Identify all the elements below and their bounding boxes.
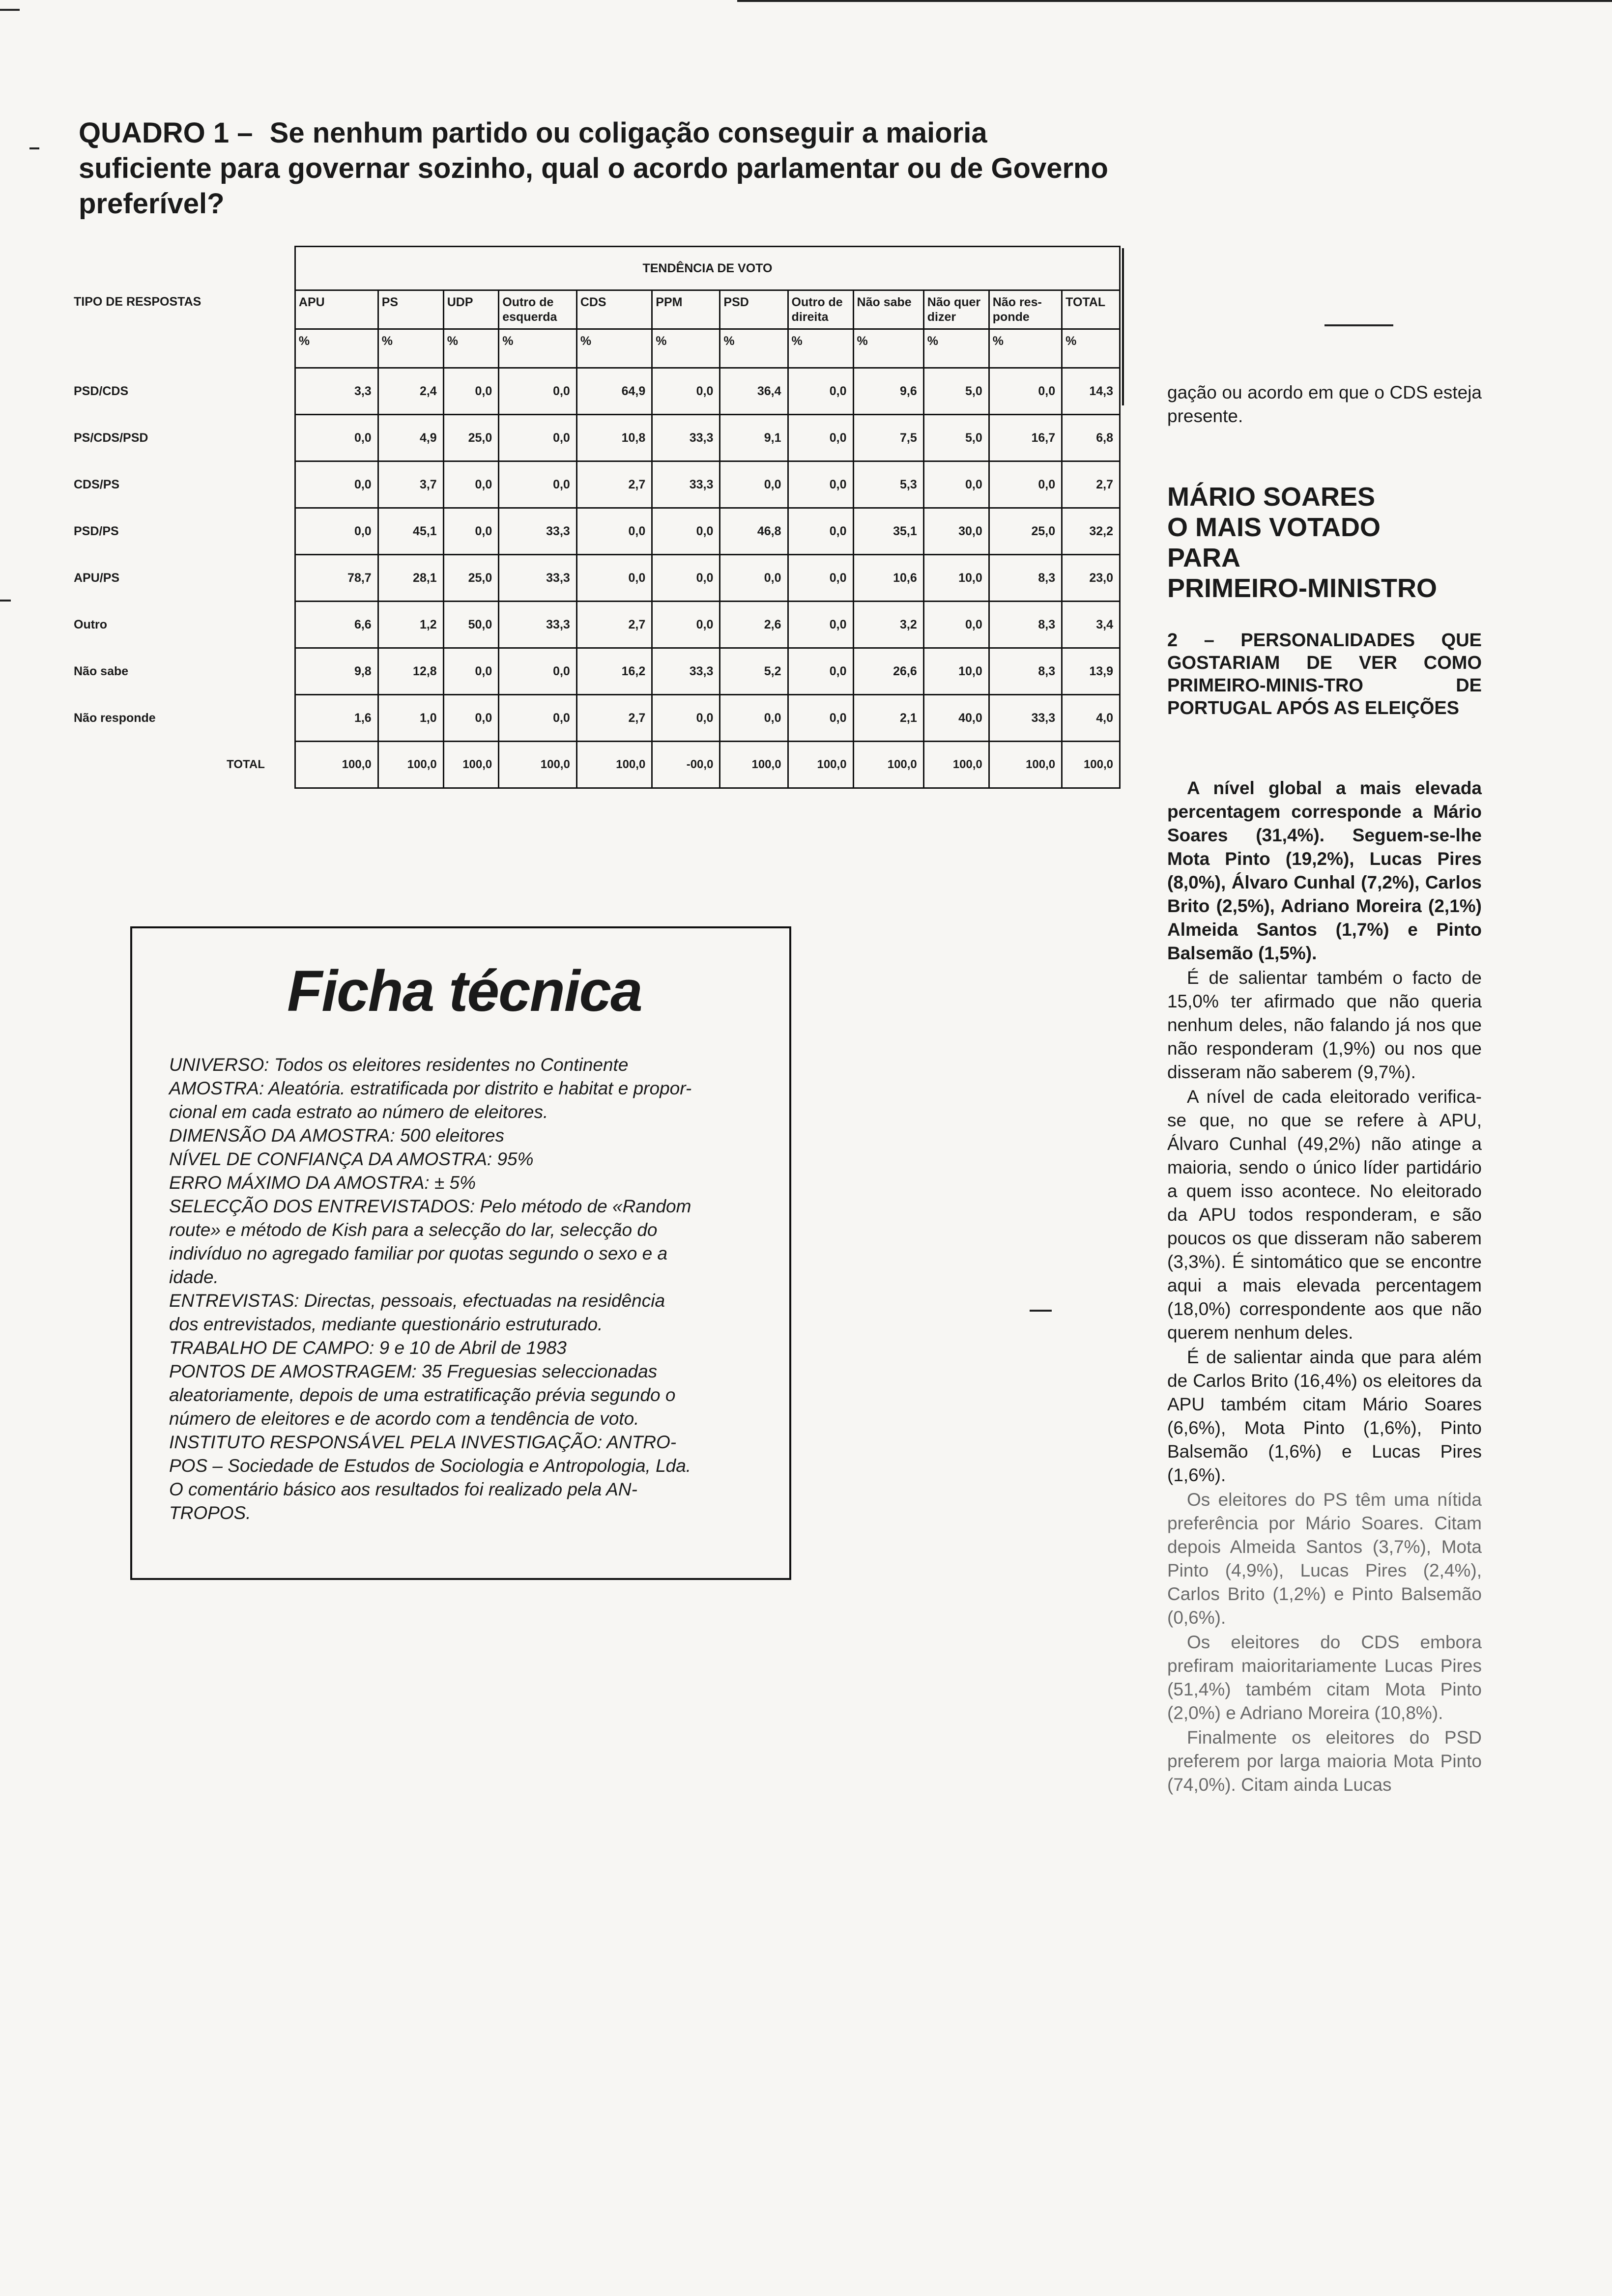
table-cell: 100,0	[576, 742, 652, 788]
table-cell: 26,6	[853, 648, 923, 695]
column-header: TOTAL	[1062, 290, 1120, 329]
column-unit: %	[652, 329, 720, 368]
ficha-line: número de eleitores e de acordo com a tendência de voto.	[169, 1408, 639, 1429]
quadro-label: QUADRO 1 –	[79, 117, 253, 149]
table-cell: 2,7	[576, 695, 652, 742]
ficha-line: idade.	[169, 1267, 219, 1287]
table-cell: 33,3	[989, 695, 1062, 742]
table-cell: 0,0	[720, 555, 788, 602]
ficha-line: TRABALHO DE CAMPO: 9 e 10 de Abril de 1983	[169, 1338, 567, 1358]
table-cell: 10,0	[923, 555, 989, 602]
row-header: TIPO DE RESPOSTAS	[74, 294, 202, 309]
column-header: Outro de esquerda	[499, 290, 577, 329]
table-cell: 100,0	[295, 742, 378, 788]
ficha-line: NÍVEL DE CONFIANÇA DA AMOSTRA: 95%	[169, 1149, 534, 1169]
table-cell: 0,0	[788, 602, 853, 648]
table-cell: 2,7	[1062, 461, 1120, 508]
margin-dash	[0, 600, 11, 602]
table-cell: 0,0	[499, 415, 577, 461]
table-cell: 0,0	[576, 508, 652, 555]
row-label: PS/CDS/PSD	[74, 430, 148, 445]
table-cell: 0,0	[576, 555, 652, 602]
table-cell: 0,0	[923, 461, 989, 508]
table-cell: 0,0	[788, 695, 853, 742]
table-cell: 3,4	[1062, 602, 1120, 648]
column-unit: %	[443, 329, 499, 368]
table-cell: 0,0	[989, 368, 1062, 415]
table-cell: 33,3	[499, 602, 577, 648]
table-cell: 0,0	[443, 508, 499, 555]
table-cell: 25,0	[989, 508, 1062, 555]
row-label: TOTAL	[227, 758, 265, 771]
ficha-line: DIMENSÃO DA AMOSTRA: 500 eleitores	[169, 1125, 504, 1146]
table-cell: 1,6	[295, 695, 378, 742]
table-row	[69, 415, 1120, 461]
table-cell: 2,7	[576, 602, 652, 648]
table-cell: 25,0	[443, 555, 499, 602]
table-cell: 100,0	[853, 742, 923, 788]
table-row	[69, 602, 1120, 648]
table-cell: 9,1	[720, 415, 788, 461]
table-cell: 7,5	[853, 415, 923, 461]
article-paragraph: Finalmente os eleitores do PSD preferem por larga maioria Mota Pinto (74,0%). Citam ainda Lucas	[1167, 1727, 1482, 1795]
table-cell: 0,0	[989, 461, 1062, 508]
table-cell: 100,0	[989, 742, 1062, 788]
table-cell: 0,0	[499, 648, 577, 695]
table-cell: 6,6	[295, 602, 378, 648]
table-cell: 0,0	[788, 461, 853, 508]
table-cell: 0,0	[499, 695, 577, 742]
table-row	[69, 368, 1120, 415]
table-cell: -00,0	[652, 742, 720, 788]
table-cell: 28,1	[378, 555, 443, 602]
table-cell: 2,4	[378, 368, 443, 415]
column-unit: %	[499, 329, 577, 368]
ficha-tecnica-box	[130, 926, 791, 1580]
table-cell: 0,0	[720, 695, 788, 742]
margin-dash	[1030, 1310, 1052, 1312]
ficha-line: POS – Sociedade de Estudos de Sociologia e Antropologia, Lda.	[169, 1456, 691, 1476]
column-unit: %	[720, 329, 788, 368]
row-label: Não responde	[74, 711, 156, 725]
section-subheading: 2 – PERSONALIDADES QUE GOSTARIAM DE VER COMO PRIMEIRO-MINIS-TRO DE PORTUGAL APÓS AS ELEIÇÕES	[1167, 630, 1482, 718]
table-cell: 6,8	[1062, 415, 1120, 461]
table-cell: 0,0	[652, 508, 720, 555]
table-cell: 1,2	[378, 602, 443, 648]
row-label: PSD/PS	[74, 524, 119, 538]
table-cell: 10,0	[923, 648, 989, 695]
table-cell: 8,3	[989, 648, 1062, 695]
ficha-text	[169, 1053, 760, 1525]
table-cell: 3,2	[853, 602, 923, 648]
column-header: Não res-ponde	[989, 290, 1062, 329]
ficha-line: indivíduo no agregado familiar por quotas segundo o sexo e a	[169, 1243, 668, 1263]
table-cell: 100,0	[499, 742, 577, 788]
table-cell: 0,0	[443, 648, 499, 695]
table-cell: 100,0	[788, 742, 853, 788]
table-cell: 0,0	[443, 461, 499, 508]
column-header: PPM	[652, 290, 720, 329]
table-cell: 14,3	[1062, 368, 1120, 415]
article-paragraph: É de salientar ainda que para além de Carlos Brito (16,4%) os eleitores da APU também citam Mário Soares (6,6%), Mota Pinto (1,6%), Pinto Balsemão (1,6%) e Lucas Pires (1,6%).	[1167, 1347, 1482, 1485]
article-body	[1167, 776, 1482, 1798]
table-cell: 5,0	[923, 415, 989, 461]
table-cell: 50,0	[443, 602, 499, 648]
table-row	[69, 555, 1120, 602]
ficha-line: aleatoriamente, depois de uma estratificação prévia segundo o	[169, 1385, 676, 1405]
table-cell: 3,3	[295, 368, 378, 415]
table-cell: 0,0	[443, 695, 499, 742]
table-cell: 40,0	[923, 695, 989, 742]
article-paragraph: É de salientar também o facto de 15,0% ter afirmado que não queria nenhum deles, não falando já nos que não responderam (1,9%) ou nos que disseram não saberem (9,7%).	[1167, 968, 1482, 1082]
table-cell: 8,3	[989, 602, 1062, 648]
table-cell: 10,8	[576, 415, 652, 461]
table-cell: 0,0	[652, 555, 720, 602]
table-cell: 0,0	[788, 648, 853, 695]
ficha-line: TROPOS.	[169, 1503, 251, 1523]
table-cell: 0,0	[788, 508, 853, 555]
table-row	[69, 695, 1120, 742]
table-cell: 33,3	[652, 648, 720, 695]
corner-rule	[0, 9, 20, 11]
column-header: Não sabe	[853, 290, 923, 329]
top-rule	[737, 0, 1612, 2]
table-cell: 4,9	[378, 415, 443, 461]
row-label: Não sabe	[74, 664, 129, 678]
column-header: Não quer dizer	[923, 290, 989, 329]
table-cell: 3,7	[378, 461, 443, 508]
table-cell: 0,0	[788, 555, 853, 602]
ficha-line: route» e método de Kish para a selecção do lar, selecção do	[169, 1220, 658, 1240]
table-cell: 33,3	[499, 555, 577, 602]
table-row	[69, 461, 1120, 508]
ficha-line: ERRO MÁXIMO DA AMOSTRA: ± 5%	[169, 1173, 476, 1193]
ficha-line: UNIVERSO: Todos os eleitores residentes no Continente	[169, 1055, 629, 1075]
table-cell: 100,0	[443, 742, 499, 788]
column-rule	[1122, 248, 1124, 405]
row-label: Outro	[74, 617, 108, 631]
tendency-header: TENDÊNCIA DE VOTO	[295, 247, 1120, 290]
row-label: PSD/CDS	[74, 384, 129, 398]
table-cell: 0,0	[499, 368, 577, 415]
quadro-question: Se nenhum partido ou coligação conseguir a maioria suficiente para governar sozinho, qual o acordo parlamentar ou de Governo preferível?	[79, 117, 1108, 220]
table-cell: 1,0	[378, 695, 443, 742]
table-cell: 46,8	[720, 508, 788, 555]
table-cell: 10,6	[853, 555, 923, 602]
table-cell: 45,1	[378, 508, 443, 555]
table-cell: 100,0	[923, 742, 989, 788]
table-cell: 2,1	[853, 695, 923, 742]
table-cell: 0,0	[295, 508, 378, 555]
table-cell: 0,0	[295, 415, 378, 461]
column-unit: %	[1062, 329, 1120, 368]
margin-dash	[1324, 324, 1393, 326]
column-unit: %	[788, 329, 853, 368]
ficha-line: cional em cada estrato ao número de eleitores.	[169, 1102, 548, 1122]
table-cell: 78,7	[295, 555, 378, 602]
table-cell: 64,9	[576, 368, 652, 415]
column-header: Outro de direita	[788, 290, 853, 329]
table-cell: 9,8	[295, 648, 378, 695]
table-cell: 36,4	[720, 368, 788, 415]
column-unit: %	[923, 329, 989, 368]
table-row	[69, 648, 1120, 695]
ficha-line: AMOSTRA: Aleatória. estratificada por distrito e habitat e propor-	[169, 1078, 692, 1098]
table-cell: 0,0	[720, 461, 788, 508]
ficha-line: INSTITUTO RESPONSÁVEL PELA INVESTIGAÇÃO: ANTRO-	[169, 1432, 677, 1452]
table-cell: 0,0	[443, 368, 499, 415]
table-cell: 25,0	[443, 415, 499, 461]
article-paragraph: A nível global a mais elevada percentagem corresponde a Mário Soares (31,4%). Seguem-se-lhe Mota Pinto (19,2%), Lucas Pires (8,0%), Álvaro Cunhal (7,2%), Carlos Brito (2,5%), Adriano Moreira (2,1%) Almeida Santos (1,7%) e Pinto Balsemão (1,5%).	[1167, 778, 1482, 963]
column-header: UDP	[443, 290, 499, 329]
table-cell: 100,0	[720, 742, 788, 788]
quadro-title	[79, 115, 1111, 222]
column-unit: %	[378, 329, 443, 368]
ficha-title: Ficha técnica	[287, 959, 642, 1024]
ficha-line: O comentário básico aos resultados foi realizado pela AN-	[169, 1479, 637, 1499]
ficha-line: PONTOS DE AMOSTRAGEM: 35 Freguesias seleccionadas	[169, 1361, 658, 1381]
table-cell: 33,3	[652, 461, 720, 508]
table-cell: 5,0	[923, 368, 989, 415]
column-header: APU	[295, 290, 378, 329]
table-cell: 0,0	[923, 602, 989, 648]
table-cell: 30,0	[923, 508, 989, 555]
table-cell: 16,7	[989, 415, 1062, 461]
ficha-line: ENTREVISTAS: Directas, pessoais, efectuadas na residência	[169, 1291, 665, 1311]
table-cell: 0,0	[788, 415, 853, 461]
table-cell: 5,3	[853, 461, 923, 508]
article-paragraph: Os eleitores do CDS embora prefiram maioritariamente Lucas Pires (51,4%) também citam Mota Pinto (2,0%) e Adriano Moreira (10,8%).	[1167, 1632, 1482, 1723]
table-cell: 13,9	[1062, 648, 1120, 695]
article-paragraph: Os eleitores do PS têm uma nítida preferência por Mário Soares. Citam depois Almeida Santos (3,7%), Mota Pinto (4,9%), Lucas Pires (2,4%), Carlos Brito (1,2%) e Pinto Balsemão (0,6%).	[1167, 1490, 1482, 1628]
table-cell: 5,2	[720, 648, 788, 695]
table-cell: 0,0	[652, 602, 720, 648]
table-cell: 100,0	[378, 742, 443, 788]
column-header: PS	[378, 290, 443, 329]
table-cell: 0,0	[295, 461, 378, 508]
table-cell: 8,3	[989, 555, 1062, 602]
column-unit: %	[989, 329, 1062, 368]
table-cell: 0,0	[788, 368, 853, 415]
table-cell: 23,0	[1062, 555, 1120, 602]
ficha-line: dos entrevistados, mediante questionário estruturado.	[169, 1314, 603, 1334]
section-heading: MÁRIO SOARES O MAIS VOTADO PARA PRIMEIRO-MINISTRO	[1167, 482, 1437, 603]
table-cell: 0,0	[652, 695, 720, 742]
table-cell: 33,3	[499, 508, 577, 555]
table-cell: 9,6	[853, 368, 923, 415]
table-cell: 0,0	[652, 368, 720, 415]
ficha-line: SELECÇÃO DOS ENTREVISTADOS: Pelo método de «Random	[169, 1196, 691, 1216]
table-cell: 16,2	[576, 648, 652, 695]
row-label: CDS/PS	[74, 477, 120, 491]
column-header: CDS	[576, 290, 652, 329]
row-label: APU/PS	[74, 571, 120, 585]
table-cell: 100,0	[1062, 742, 1120, 788]
table-cell: 12,8	[378, 648, 443, 695]
table-row	[69, 742, 1120, 788]
column-header: PSD	[720, 290, 788, 329]
table-cell: 32,2	[1062, 508, 1120, 555]
table-cell: 35,1	[853, 508, 923, 555]
column-unit: %	[576, 329, 652, 368]
table-cell: 33,3	[652, 415, 720, 461]
margin-dash	[29, 147, 39, 149]
table-row	[69, 508, 1120, 555]
article-paragraph: A nível de cada eleitorado verifica-se que, no que se refere à APU, Álvaro Cunhal (49,2%) não atinge a maioria, sendo o único líder partidário a quem isso acontece. No eleitorado da APU todos responderam, e são poucos os que disseram não saberem (3,3%). É sintomático que se encontre aqui a mais elevada percentagem (18,0%) correspondente aos que não querem nenhum deles.	[1167, 1087, 1482, 1343]
vote-tendency-table	[69, 246, 1121, 789]
column-unit: %	[853, 329, 923, 368]
table-cell: 0,0	[499, 461, 577, 508]
table-cell: 2,6	[720, 602, 788, 648]
column-unit: %	[295, 329, 378, 368]
table-cell: 2,7	[576, 461, 652, 508]
intro-text: gação ou acordo em que o CDS esteja presente.	[1167, 382, 1482, 426]
table-cell: 4,0	[1062, 695, 1120, 742]
